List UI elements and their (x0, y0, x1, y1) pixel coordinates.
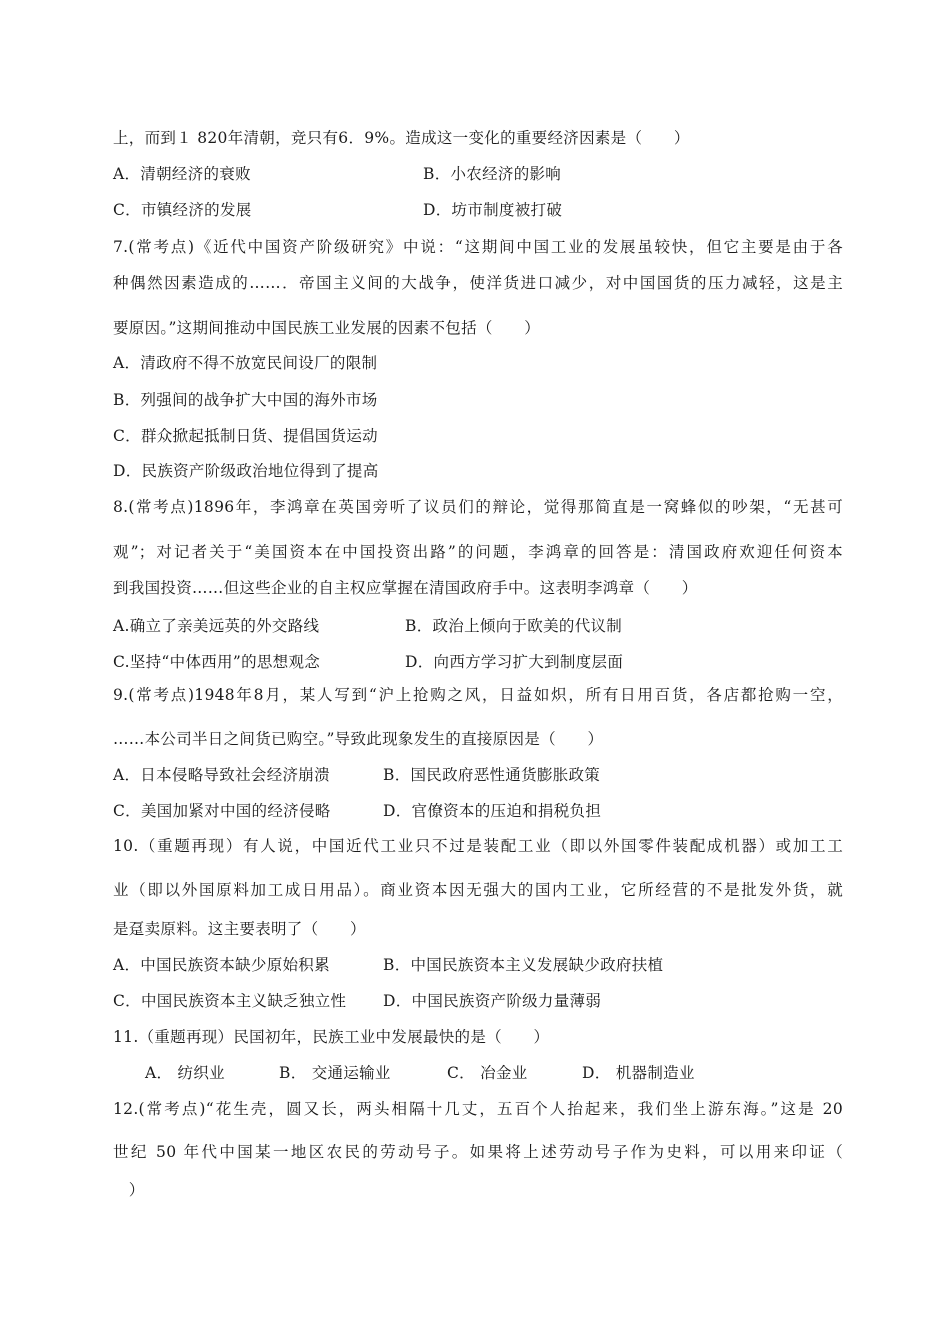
q6-option-d: D．坊市制度被打破 (423, 201, 563, 219)
q10-option-c: C．中国民族资本主义缺乏独立性 (113, 992, 347, 1010)
q6-option-b: B．小农经济的影响 (423, 165, 562, 183)
q7-option-c: C．群众掀起抵制日货、提倡国货运动 (113, 427, 378, 445)
q10-option-d: D．中国民族资产阶级力量薄弱 (383, 992, 602, 1010)
q10-option-a: A．中国民族资本缺少原始积累 (113, 956, 330, 974)
q10-option-b: B．中国民族资本主义发展缺少政府扶植 (383, 956, 664, 974)
q7-stem-line-2: 种偶然因素造成的……．帝国主义间的大战争，使洋货进口减少，对中国国货的压力减轻，这是主 (113, 274, 843, 292)
q6-option-a: A．清朝经济的衰败 (113, 165, 251, 183)
q8-stem-line-2: 观”；对记者关于“美国资本在中国投资出路”的问题，李鸿章的回答是：清国政府欢迎任何资本 (113, 543, 843, 561)
q10-stem-line-2: 业（即以外国原料加工成日用品）。商业资本因无强大的国内工业，它所经营的不是批发外货，就 (113, 881, 843, 899)
q9-option-c: C．美国加紧对中国的经济侵略 (113, 802, 331, 820)
q6-stem-end: 上，而到１ 820年清朝，竞只有6．9%。造成这一变化的重要经济因素是（ ） (113, 129, 690, 147)
q8-stem-line-1: 8.(常考点)1896年，李鸿章在英国旁听了议员们的辩论，觉得那简直是一窝蜂似的吵架，“无甚可 (113, 498, 843, 516)
q10-stem-line-3: 是趸卖原料。这主要表明了（ ） (113, 920, 366, 938)
q8-option-a: A.确立了亲美远英的外交路线 (113, 617, 320, 635)
q7-stem-line-1: 7.(常考点)《近代中国资产阶级研究》中说：“这期间中国工业的发展虽较快，但它主要是由于各 (113, 238, 843, 256)
q8-stem-line-3: 到我国投资……但这些企业的自主权应掌握在清国政府手中。这表明李鸿章（ ） (113, 579, 698, 597)
q9-option-a: A．日本侵略导致社会经济崩溃 (113, 766, 330, 784)
q10-stem-line-1: 10.（重题再现）有人说，中国近代工业只不过是装配工业（即以外国零件装配成机器）或加工工 (113, 837, 843, 855)
q8-option-b: B．政治上倾向于欧美的代议制 (405, 617, 623, 635)
q11-option-c: C． 冶金业 (447, 1064, 528, 1082)
q8-option-c: C.坚持“中体西用”的思想观念 (113, 653, 321, 671)
q9-stem-line-2: ……本公司半日之间货已购空。”导致此现象发生的直接原因是（ ） (113, 730, 604, 748)
q8-option-d: D．向西方学习扩大到制度层面 (405, 653, 624, 671)
q9-option-d: D．官僚资本的压迫和捐税负担 (383, 802, 602, 820)
q9-option-b: B．国民政府恶性通货膨胀政策 (383, 766, 601, 784)
q7-stem-line-3: 要原因。”这期间推动中国民族工业发展的因素不包括（ ） (113, 319, 541, 337)
q12-stem-line-1: 12.(常考点)“花生壳，圆又长，两头相隔十几丈，五百个人抬起来，我们坐上游东海。”这是 20 (113, 1100, 843, 1118)
q7-option-d: D．民族资产阶级政治地位得到了提高 (113, 462, 379, 480)
q12-stem-line-2: 世纪 50 年代中国某一地区农民的劳动号子。如果将上述劳动号子作为史料，可以用来印证（ (113, 1143, 843, 1161)
q7-option-a: A．清政府不得不放宽民间设厂的限制 (113, 354, 378, 372)
q11-option-b: B． 交通运输业 (279, 1064, 391, 1082)
q9-stem-line-1: 9.(常考点)1948年8月，某人写到“沪上抢购之风，日益如炽，所有日用百货，各店都抢购一空， (113, 686, 843, 704)
q11-option-a: A． 纺织业 (145, 1064, 225, 1082)
q11-option-d: D． 机器制造业 (582, 1064, 695, 1082)
q6-option-c: C．市镇经济的发展 (113, 201, 252, 219)
q12-stem-line-3: ） (113, 1181, 145, 1199)
q11-stem: 11.（重题再现）民国初年，民族工业中发展最快的是（ ） (113, 1028, 550, 1046)
q7-option-b: B．列强间的战争扩大中国的海外市场 (113, 391, 378, 409)
